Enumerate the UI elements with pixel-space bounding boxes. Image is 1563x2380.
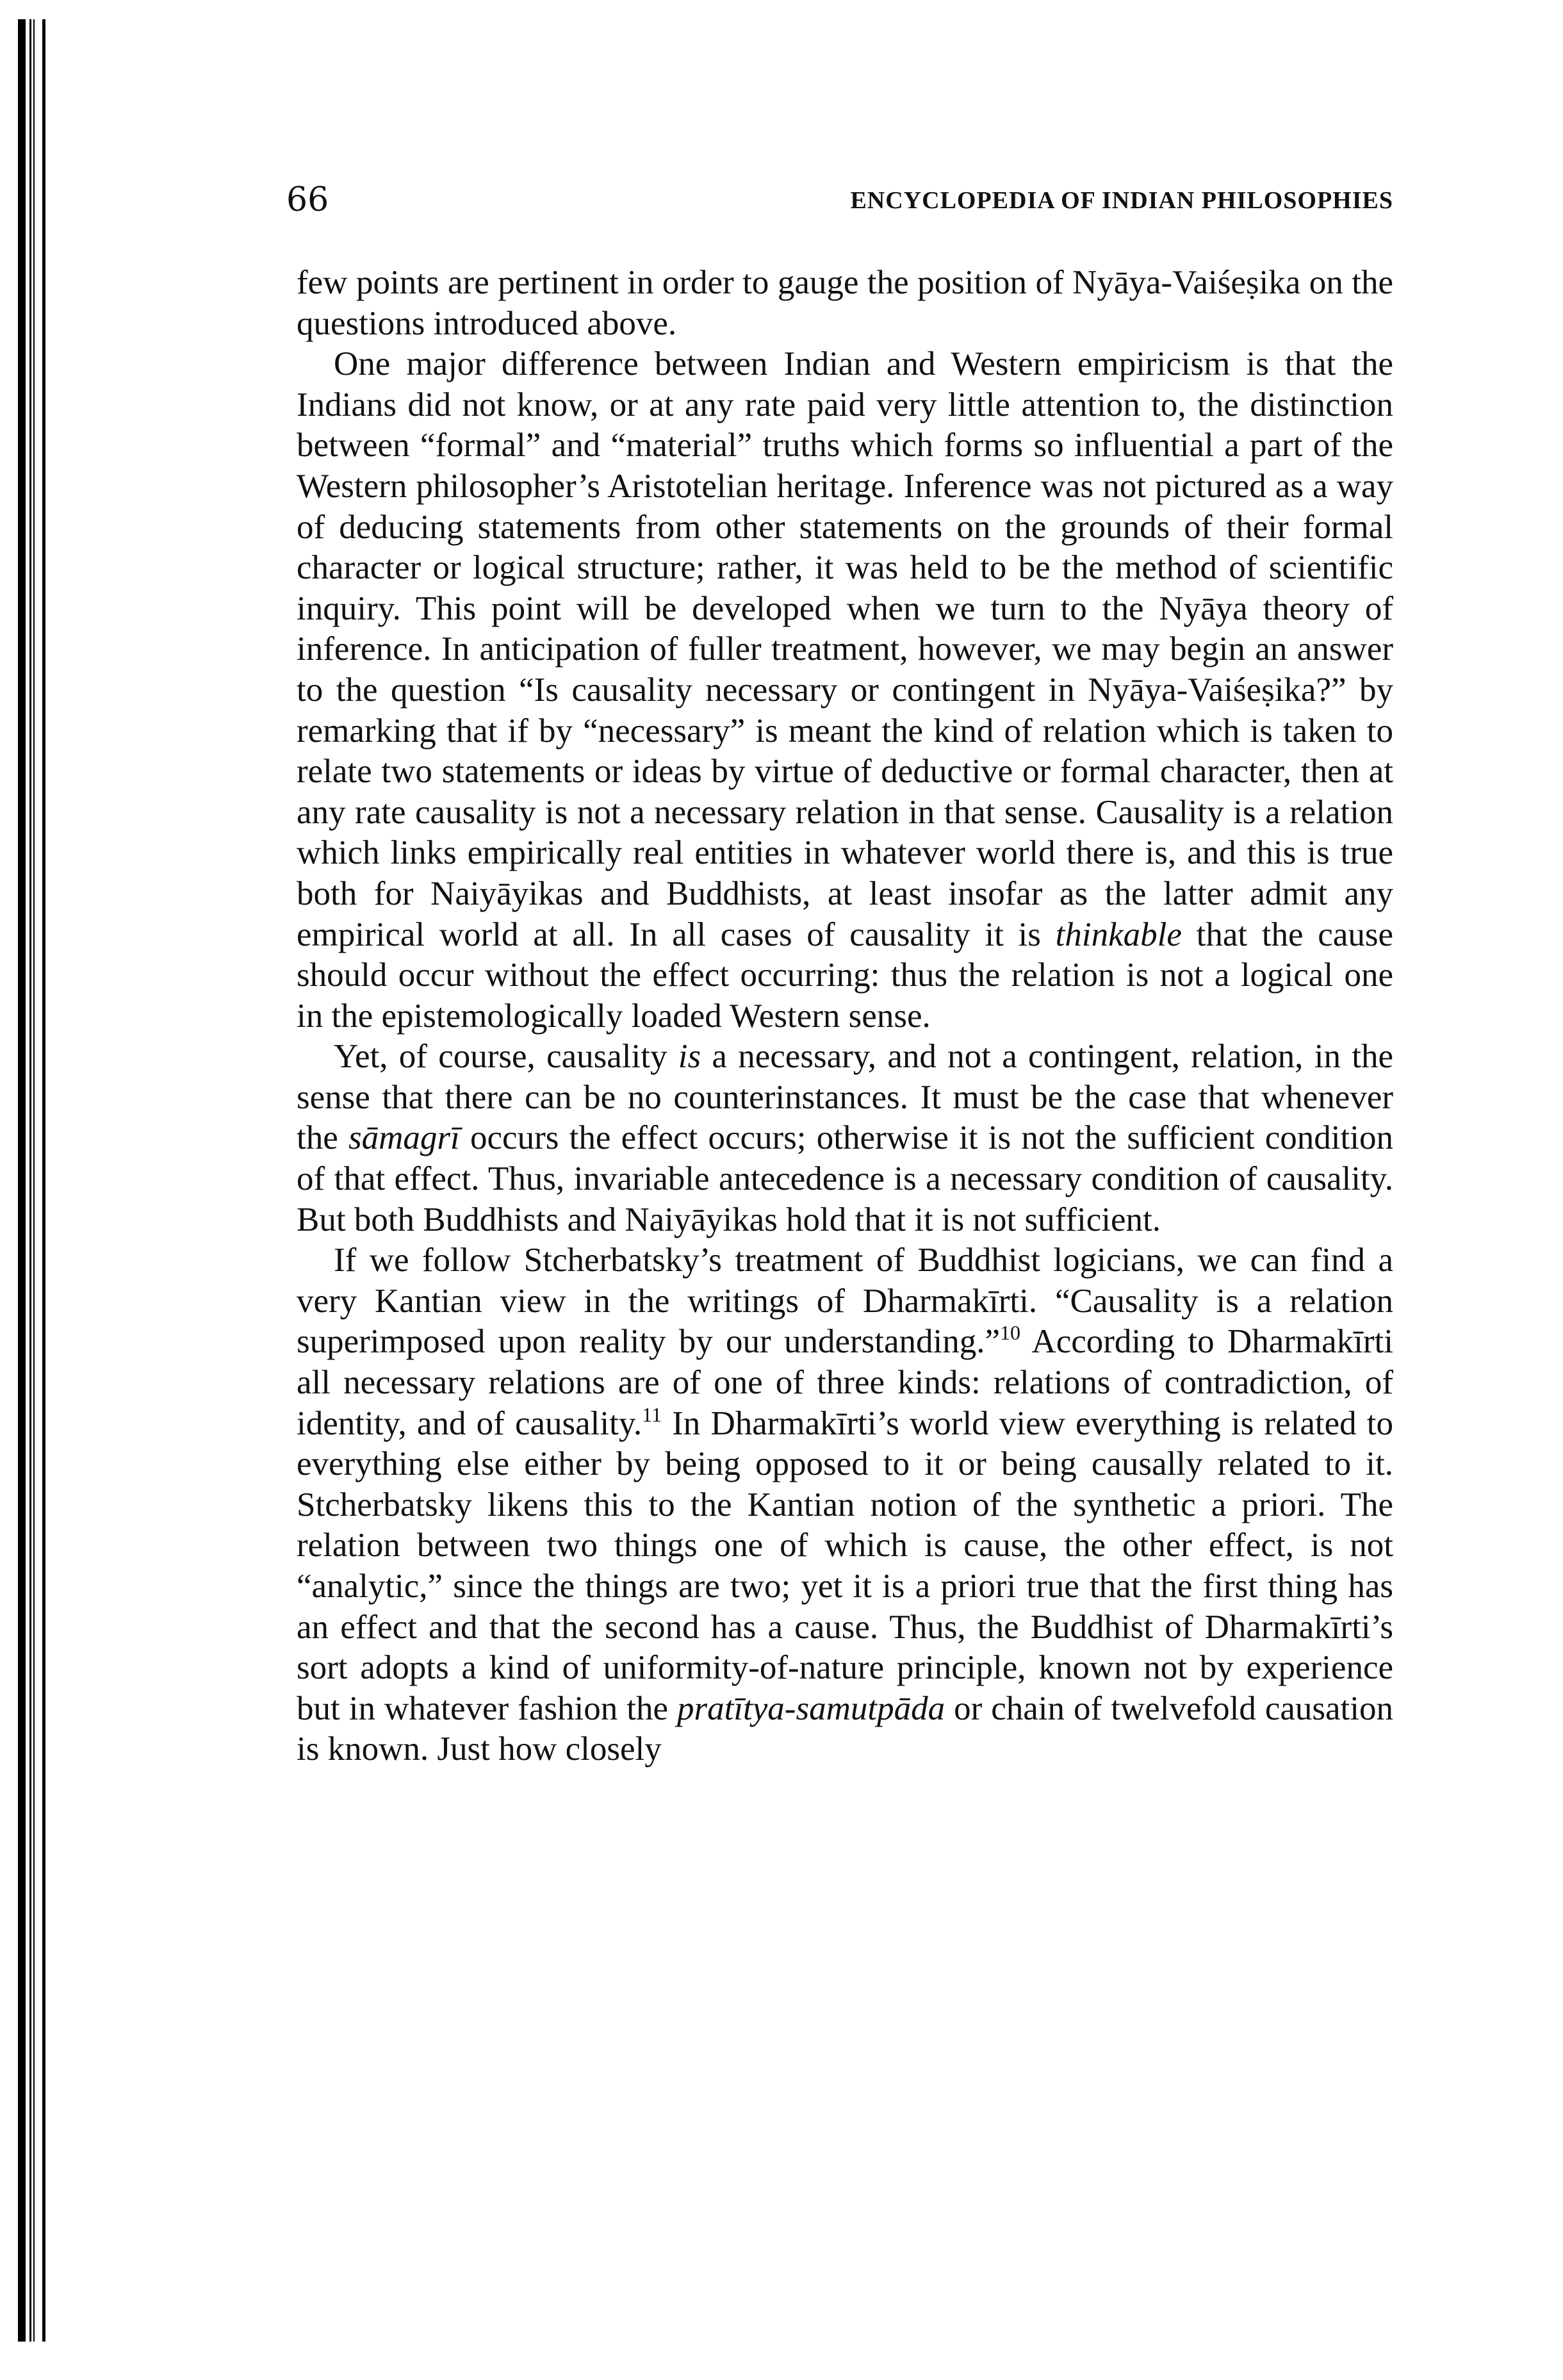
text-run: few points are pertinent in order to gauge the position of Nyāya-Vaiśeṣika on the questions introduced above. [297,264,1393,342]
text-run: or chain of twelvefold causation is known. Just how closely [297,1689,1393,1768]
body-text [297,263,1393,1770]
text-run: One major difference between Indian and Western empiricism is that the Indians did not know, or at any rate paid very little attention to, the distinction between “formal” and “material” truths which forms so influential a part of the Western philosopher’s Aristotelian heritage. Inference was not pictured as a way of deducing statements from other statements on the grounds of their formal character or logical structure; rather, it was held to be the method of scientific inquiry. This point will be developed when we turn to the Nyāya theory of inference. In anticipation of fuller treatment, however, we may begin an answer to the question “Is causality necessary or contingent in Nyāya-Vaiśeṣika?” by remarking that if by “necessary” is meant the kind of relation which is taken to relate two statements or ideas by virtue of deductive or formal character, then at any rate causality is not a necessary relation in that sense. Causality is a relation which links empirically real entities in whatever world there is, and this is true both for Naiyāyikas and Buddhists, at least insofar as the latter admit any empirical world at all. In all cases of causality it is [297,345,1393,953]
text-run: a necessary, and not a contingent, relation, in the sense that there can be no counterinstances. It must be the case that whenever the [297,1038,1393,1157]
italic-term: sāmagrī [348,1119,460,1157]
binding-line [33,19,35,2342]
scan-binding-edge [0,19,58,2342]
binding-bar [42,19,45,2342]
running-head [286,181,1393,219]
paragraph-4 [297,1240,1393,1770]
binding-line [29,19,31,2342]
page-number: 66 [286,181,329,219]
text-run: that the cause should occur without the effect occurring: thus the relation is not a logical one in the epistemologically loaded Western sense. [297,915,1394,1035]
text-run: If we follow Stcherbatsky’s treatment of Buddhist logicians, we can find a very Kantian view in the writings of Dharmakīrti. “Causality is a relation superimposed upon reality by our understanding.” [297,1242,1393,1361]
text-run: Yet, of course, causality [334,1038,678,1076]
footnote-reference[interactable]: 10 [1000,1321,1021,1345]
running-title: ENCYCLOPEDIA OF INDIAN PHILOSOPHIES [850,187,1393,214]
text-run: According to Dharmakīrti all necessary relations are of one of three kinds: relations of contradiction, of identity, and of causality. [297,1323,1393,1442]
paragraph-3 [297,1037,1393,1240]
text-run: occurs the effect occurs; otherwise it is not the sufficient condition of that effect. Thus, invariable antecedence is a necessary condition of causality. But both Buddhists and Naiyāyikas hold that it is not sufficient. [297,1119,1393,1238]
italic-term: thinkable [1055,915,1182,953]
paragraph-2 [297,344,1393,1037]
italic-term: is [678,1038,701,1076]
paragraph-1 [297,263,1393,344]
italic-term: pratītya-samutpāda [676,1689,945,1727]
footnote-reference[interactable]: 11 [642,1402,662,1426]
text-run: In Dharmakīrti’s world view everything is related to everything else either by being opposed to it or being causally related to it. Stcherbatsky likens this to the Kantian notion of the synthetic a priori. The relation between two things one of which is cause, the other effect, is not “analytic,” since the things are two; yet it is a priori true that the first thing has an effect and that the second has a cause. Thus, the Buddhist of Dharmakīrti’s sort adopts a kind of uniformity-of-nature principle, known not by experience but in whatever fashion the [297,1404,1393,1727]
binding-bar [18,19,26,2342]
